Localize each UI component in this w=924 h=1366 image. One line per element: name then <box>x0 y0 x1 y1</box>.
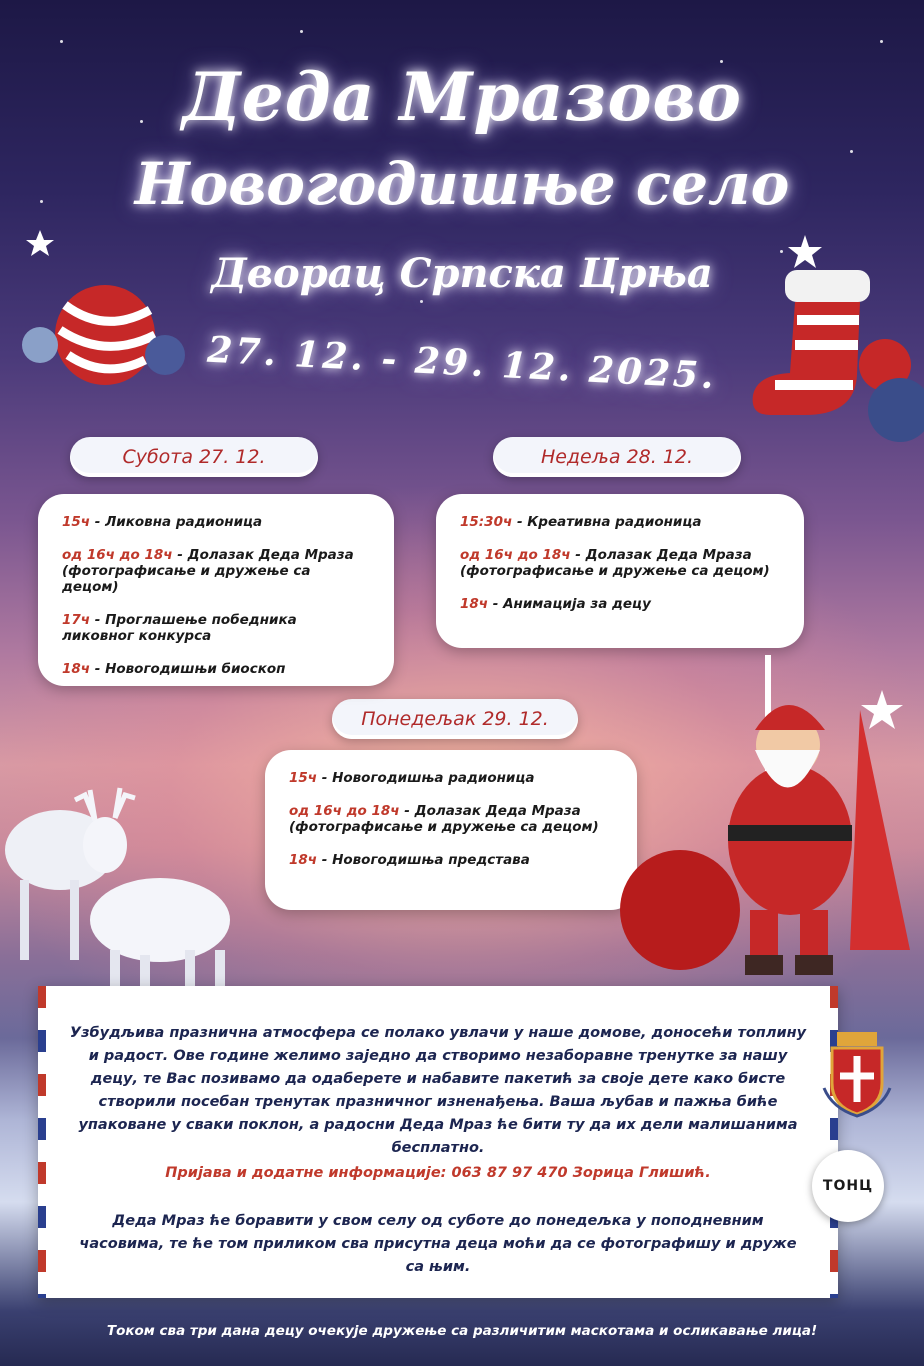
santa-claus-icon <box>620 650 924 985</box>
registration-info: Пријава и додатне информације: 063 87 97 470 Зорица Глишић. <box>165 1165 711 1181</box>
schedule-item: 18ч - Анимација за децу <box>460 596 651 612</box>
schedule-item: 17ч - Проглашење победника ликовног конкурса <box>62 612 297 644</box>
schedule-item: 18ч - Новогодишњи биоскоп <box>62 661 286 677</box>
schedule-item: 15:30ч - Креативна радионица <box>460 514 702 530</box>
schedule-item: 18ч - Новогодишња представа <box>289 852 530 868</box>
schedule-item: од 16ч до 18ч - Долазак Деда Мраза (фотографисање и дружење са децом) <box>289 803 599 835</box>
schedule-card-sunday <box>436 494 804 648</box>
page-title: Деда Мразово <box>182 58 742 136</box>
footer-note: Током сва три дана децу очекује дружење са различитим маскотама и осликавање лица! <box>106 1323 818 1339</box>
venue-label: Дворац Српска Црња <box>211 250 713 297</box>
coat-of-arms-icon <box>822 1028 892 1118</box>
schedule-item: 15ч - Новогодишња радионица <box>289 770 535 786</box>
schedule-card-saturday <box>38 494 394 686</box>
day-label-sunday: Недеља 28. 12. <box>493 437 741 477</box>
day-label-saturday: Субота 27. 12. <box>70 437 318 477</box>
schedule-item: од 16ч до 18ч - Долазак Деда Мраза (фотографисање и дружење са децом) <box>460 547 770 579</box>
schedule-card-monday <box>265 750 637 910</box>
organizer-logo-text: ТОНЦ <box>822 1178 874 1194</box>
event-dates: 27. 12. - 29. 12. 2025. <box>206 328 718 398</box>
schedule-item: 15ч - Ликовна радионица <box>62 514 263 530</box>
info-box <box>38 986 838 1298</box>
organizer-logo <box>812 1150 884 1222</box>
info-paragraph: Узбудљива празнична атмосфера се полако увлачи у наше домове, доносећи топлину и радост. Ове године желимо заједно да створимо незаборавне тренутке за нашу децу, те Вас позивамо да одаберете и набавите пакетић за своје дете како бисте створили посебан тренутак празничног изненађења. Ваша љубав и пажња биће упаковане у сваки поклон, а радосни Деда Мраз ће бити ту да их дели малишанима бесплатно. <box>69 1025 807 1156</box>
reindeer-icon <box>0 700 250 1010</box>
airmail-stripe-left <box>38 986 46 1298</box>
closing-paragraph: Деда Мраз ће боравити у свом селу од суботе до понедељка у поподневним часовима, те ће том приликом сва присутна деца моћи да се фотографишу и друже са њим. <box>79 1213 797 1275</box>
day-label-monday: Понедељак 29. 12. <box>332 699 578 739</box>
page-subtitle: Новогодишње село <box>134 150 790 218</box>
schedule-item: од 16ч до 18ч - Долазак Деда Мраза (фотографисање и дружење са децом) <box>62 547 354 595</box>
